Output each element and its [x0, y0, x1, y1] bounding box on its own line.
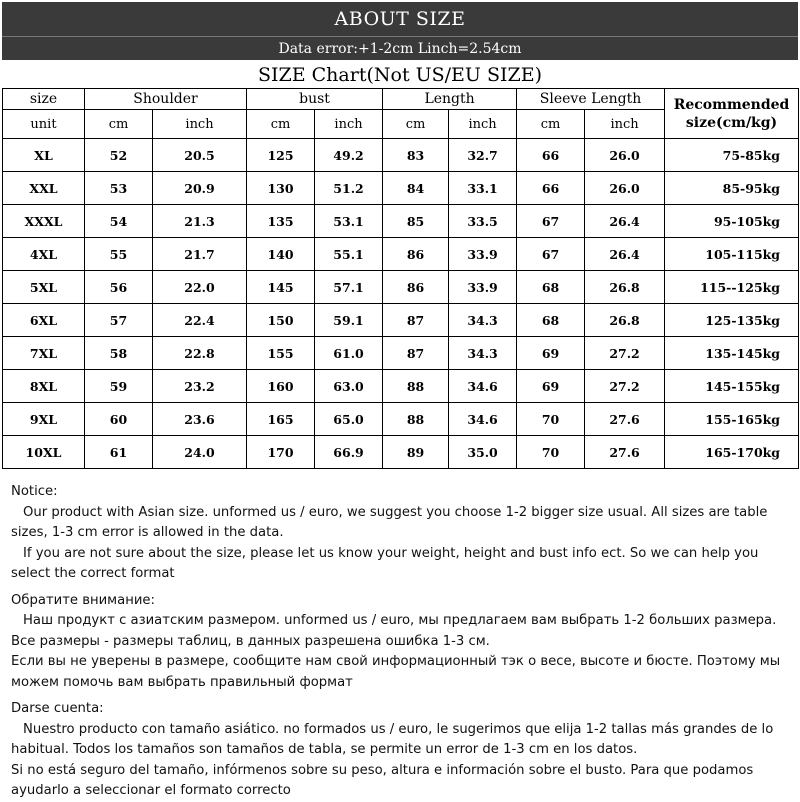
size-cell: 9XL [3, 403, 85, 436]
recommended-cell: 95-105kg [665, 205, 799, 238]
unit-inch: inch [315, 110, 383, 139]
bust-cm-cell: 155 [247, 337, 315, 370]
size-cell: XXL [3, 172, 85, 205]
recommended-line-2: size(cm/kg) [685, 114, 778, 131]
header-size: size [3, 89, 85, 110]
bust-cm-cell: 145 [247, 271, 315, 304]
size-cell: XXXL [3, 205, 85, 238]
length-cm-cell: 87 [383, 337, 449, 370]
size-table-body [3, 139, 799, 469]
bust-cm-cell: 165 [247, 403, 315, 436]
shoulder-inch-cell: 24.0 [153, 436, 247, 469]
recommended-cell: 155-165kg [665, 403, 799, 436]
bust-cm-cell: 125 [247, 139, 315, 172]
shoulder-cm-cell: 61 [85, 436, 153, 469]
shoulder-inch-cell: 22.4 [153, 304, 247, 337]
bust-inch-cell: 59.1 [315, 304, 383, 337]
notice-section [11, 482, 791, 802]
shoulder-inch-cell: 20.5 [153, 139, 247, 172]
length-cm-cell: 83 [383, 139, 449, 172]
shoulder-cm-cell: 59 [85, 370, 153, 403]
sleeve-inch-cell: 26.0 [585, 172, 665, 205]
bust-inch-cell: 57.1 [315, 271, 383, 304]
bust-cm-cell: 130 [247, 172, 315, 205]
header-shoulder: Shoulder [85, 89, 247, 110]
sleeve-inch-cell: 27.2 [585, 337, 665, 370]
shoulder-cm-cell: 56 [85, 271, 153, 304]
size-chart-title: SIZE Chart(Not US/EU SIZE) [2, 62, 798, 89]
length-cm-cell: 88 [383, 403, 449, 436]
table-row [3, 172, 799, 205]
length-inch-cell: 34.6 [449, 370, 517, 403]
length-inch-cell: 35.0 [449, 436, 517, 469]
shoulder-cm-cell: 60 [85, 403, 153, 436]
sleeve-cm-cell: 67 [517, 238, 585, 271]
bust-inch-cell: 65.0 [315, 403, 383, 436]
size-cell: 4XL [3, 238, 85, 271]
length-inch-cell: 33.5 [449, 205, 517, 238]
table-row [3, 205, 799, 238]
sleeve-cm-cell: 70 [517, 436, 585, 469]
size-cell: 10XL [3, 436, 85, 469]
shoulder-cm-cell: 57 [85, 304, 153, 337]
table-row [3, 238, 799, 271]
size-cell: 7XL [3, 337, 85, 370]
recommended-cell: 165-170kg [665, 436, 799, 469]
notice-es-heading: Darse cuenta: [11, 701, 104, 716]
unit-cm: cm [517, 110, 585, 139]
unit-cm: cm [247, 110, 315, 139]
bust-inch-cell: 66.9 [315, 436, 383, 469]
bust-cm-cell: 150 [247, 304, 315, 337]
notice-es-paragraph-2: Si no está seguro del tamaño, infórmenos sobre su peso, altura e información sobre el busto. Para que podamos ayudarlo a seleccionar el formato correcto [11, 762, 754, 798]
bust-cm-cell: 170 [247, 436, 315, 469]
sleeve-cm-cell: 69 [517, 370, 585, 403]
header-sleeve-length: Sleeve Length [517, 89, 665, 110]
length-inch-cell: 34.3 [449, 337, 517, 370]
length-cm-cell: 86 [383, 238, 449, 271]
sleeve-cm-cell: 66 [517, 139, 585, 172]
length-cm-cell: 89 [383, 436, 449, 469]
length-cm-cell: 87 [383, 304, 449, 337]
recommended-cell: 105-115kg [665, 238, 799, 271]
table-row [3, 403, 799, 436]
sleeve-inch-cell: 26.8 [585, 304, 665, 337]
recommended-cell: 145-155kg [665, 370, 799, 403]
table-row [3, 370, 799, 403]
bust-cm-cell: 160 [247, 370, 315, 403]
sleeve-cm-cell: 68 [517, 271, 585, 304]
sleeve-inch-cell: 26.4 [585, 205, 665, 238]
length-cm-cell: 88 [383, 370, 449, 403]
recommended-cell: 85-95kg [665, 172, 799, 205]
header-length: Length [383, 89, 517, 110]
shoulder-cm-cell: 55 [85, 238, 153, 271]
sleeve-cm-cell: 68 [517, 304, 585, 337]
table-row [3, 304, 799, 337]
shoulder-inch-cell: 22.8 [153, 337, 247, 370]
notice-ru-heading: Обратите внимание: [11, 592, 155, 608]
length-inch-cell: 33.9 [449, 271, 517, 304]
length-cm-cell: 86 [383, 271, 449, 304]
sleeve-inch-cell: 27.6 [585, 436, 665, 469]
unit-cm: cm [383, 110, 449, 139]
unit-inch: inch [585, 110, 665, 139]
notice-en-heading: Notice: [11, 484, 58, 499]
sleeve-cm-cell: 69 [517, 337, 585, 370]
recommended-cell: 115--125kg [665, 271, 799, 304]
bust-inch-cell: 63.0 [315, 370, 383, 403]
sleeve-cm-cell: 67 [517, 205, 585, 238]
size-cell: 8XL [3, 370, 85, 403]
length-cm-cell: 85 [383, 205, 449, 238]
notice-es-paragraph-1: Nuestro producto con tamaño asiático. no formados us / euro, le sugerimos que elija 1-2 tallas más grandes de lo habitual. Todos los tamaños son tamaños de tabla, se permite un error de 1-3 cm en los datos. [11, 721, 774, 757]
shoulder-cm-cell: 53 [85, 172, 153, 205]
shoulder-inch-cell: 23.6 [153, 403, 247, 436]
shoulder-inch-cell: 21.7 [153, 238, 247, 271]
length-cm-cell: 84 [383, 172, 449, 205]
sleeve-cm-cell: 66 [517, 172, 585, 205]
bust-inch-cell: 49.2 [315, 139, 383, 172]
bust-inch-cell: 53.1 [315, 205, 383, 238]
length-inch-cell: 33.1 [449, 172, 517, 205]
header-bust: bust [247, 89, 383, 110]
shoulder-cm-cell: 52 [85, 139, 153, 172]
sleeve-inch-cell: 26.8 [585, 271, 665, 304]
unit-cm: cm [85, 110, 153, 139]
recommended-cell: 75-85kg [665, 139, 799, 172]
unit-inch: inch [449, 110, 517, 139]
shoulder-inch-cell: 23.2 [153, 370, 247, 403]
table-row [3, 271, 799, 304]
bust-cm-cell: 140 [247, 238, 315, 271]
bust-inch-cell: 61.0 [315, 337, 383, 370]
banner-subtitle: Data error:+1-2cm Linch=2.54cm [2, 36, 798, 61]
about-size-banner [2, 2, 798, 60]
sleeve-inch-cell: 26.0 [585, 139, 665, 172]
shoulder-inch-cell: 21.3 [153, 205, 247, 238]
notice-en-paragraph-1: Our product with Asian size. unformed us / euro, we suggest you choose 1-2 bigger size usual. All sizes are table sizes, 1-3 cm error is allowed in the data. [11, 504, 768, 540]
length-inch-cell: 34.6 [449, 403, 517, 436]
sleeve-inch-cell: 27.2 [585, 370, 665, 403]
sleeve-inch-cell: 26.4 [585, 238, 665, 271]
size-cell: 5XL [3, 271, 85, 304]
size-cell: 6XL [3, 304, 85, 337]
shoulder-cm-cell: 58 [85, 337, 153, 370]
length-inch-cell: 32.7 [449, 139, 517, 172]
recommended-cell: 135-145kg [665, 337, 799, 370]
header-unit: unit [3, 110, 85, 139]
shoulder-cm-cell: 54 [85, 205, 153, 238]
table-row [3, 139, 799, 172]
unit-inch: inch [153, 110, 247, 139]
table-row [3, 337, 799, 370]
table-row [3, 436, 799, 469]
size-cell: XL [3, 139, 85, 172]
sleeve-cm-cell: 70 [517, 403, 585, 436]
notice-ru-paragraph-1: Наш продукт с азиатским размером. unformed us / euro, мы предлагаем вам выбрать 1-2 больших размера. Все размеры - размеры таблиц, в данных разрешена ошибка 1-3 см. [11, 613, 777, 649]
shoulder-inch-cell: 22.0 [153, 271, 247, 304]
bust-inch-cell: 51.2 [315, 172, 383, 205]
recommended-line-1: Recommended [673, 96, 790, 113]
recommended-cell: 125-135kg [665, 304, 799, 337]
size-table [2, 88, 799, 469]
bust-inch-cell: 55.1 [315, 238, 383, 271]
banner-title: ABOUT SIZE [334, 8, 466, 30]
notice-ru-paragraph-2: Если вы не уверены в размере, сообщите нам свой информационный тэк о весе, высоте и бюсте. Поэтому мы можем помочь вам выбрать правильный формат [11, 654, 781, 690]
shoulder-inch-cell: 20.9 [153, 172, 247, 205]
length-inch-cell: 33.9 [449, 238, 517, 271]
sleeve-inch-cell: 27.6 [585, 403, 665, 436]
header-recommended [665, 89, 799, 139]
bust-cm-cell: 135 [247, 205, 315, 238]
notice-en-paragraph-2: If you are not sure about the size, please let us know your weight, height and bust info ect. So we can help you select the correct format [11, 545, 759, 581]
length-inch-cell: 34.3 [449, 304, 517, 337]
